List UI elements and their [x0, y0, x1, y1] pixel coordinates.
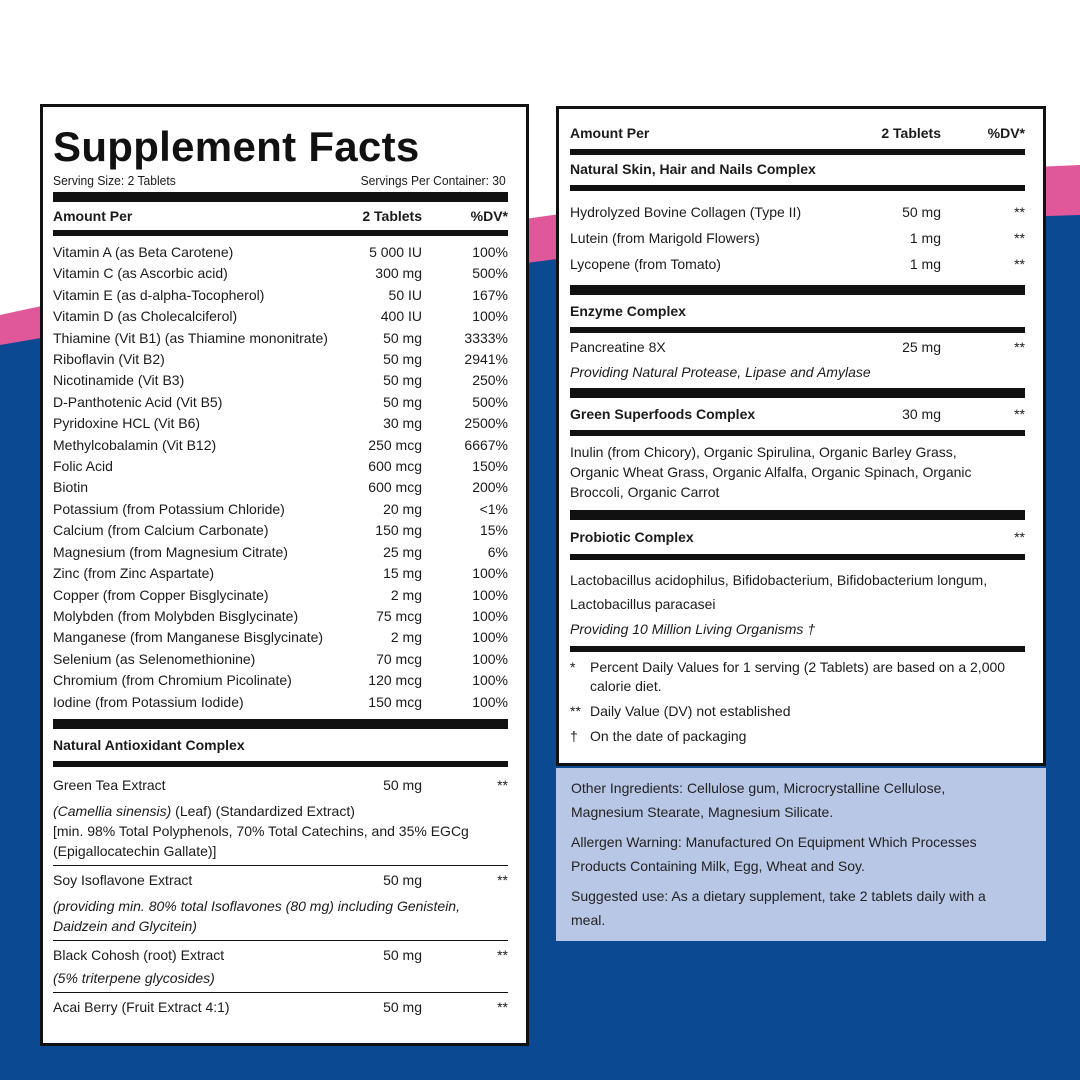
divider	[570, 185, 1025, 191]
table-row	[570, 225, 1025, 251]
skin-complex-list	[570, 199, 1025, 277]
footnote-text: Percent Daily Values for 1 serving (2 Tablets) are based on a 2,000 calorie diet.	[590, 659, 1006, 695]
green-superfoods-detail-2: Organic Wheat Grass, Organic Alfalfa, Organic Spinach, Organic	[570, 464, 972, 481]
divider	[53, 230, 508, 236]
footnote-symbol: **	[570, 703, 581, 720]
cell-dv: 100%	[472, 650, 508, 667]
cell-name: Vitamin A (as Beta Carotene)	[53, 244, 234, 260]
cell-dv: 100%	[472, 693, 508, 710]
footnote-symbol: †	[570, 728, 578, 745]
table-row	[570, 199, 1025, 225]
table-row	[53, 499, 508, 520]
table-row	[53, 563, 508, 584]
table-row	[53, 542, 508, 563]
cell-amount: 50 IU	[388, 286, 422, 303]
cell-amount: 50 mg	[383, 372, 422, 389]
header-tablets: 2 Tablets	[362, 208, 422, 224]
cell-name: Calcium (from Calcium Carbonate)	[53, 522, 269, 539]
footnote	[570, 702, 1025, 721]
green-tea-detail-2: [min. 98% Total Polyphenols, 70% Total Catechins, and 35% EGCg	[53, 823, 469, 840]
cell-amount: 250 mcg	[368, 436, 422, 453]
table-row	[53, 370, 508, 391]
cell-name: Vitamin E (as d-alpha-Tocopherol)	[53, 286, 265, 303]
table-row	[53, 392, 508, 413]
footnotes	[570, 658, 1025, 746]
table-row	[53, 456, 508, 477]
soy-detail-2: Daidzein and Glycitein)	[53, 917, 197, 934]
table-row	[53, 520, 508, 541]
cell-dv: 100%	[472, 629, 508, 646]
cell-dv: 3333%	[464, 329, 508, 346]
cell-dv: 100%	[472, 244, 508, 260]
cell-name: Biotin	[53, 479, 89, 496]
green-superfoods-detail-3: Broccoli, Organic Carrot	[570, 484, 720, 501]
serving-size: Serving Size: 2 Tablets	[53, 173, 176, 188]
cell-amount: 600 mcg	[368, 479, 422, 496]
cell-name: Manganese (from Manganese Bisglycinate)	[53, 629, 324, 646]
table-row	[53, 306, 508, 327]
cell-dv: 100%	[472, 672, 508, 689]
footnote	[570, 727, 1025, 746]
soy-row: Soy Isoflavone Extract 50 mg **	[53, 872, 508, 889]
cell-amount: 25 mg	[383, 543, 422, 560]
serving-info	[53, 173, 506, 188]
pancreatine-row: Pancreatine 8X 25 mg **	[570, 339, 1025, 355]
probiotic-detail-2: Lactobacillus paracasei	[570, 596, 716, 613]
divider	[53, 992, 508, 993]
cell-name: Methylcobalamin (Vit B12)	[53, 436, 217, 453]
cell-name: Nicotinamide (Vit B3)	[53, 372, 185, 389]
cell-dv: <1%	[479, 500, 508, 517]
cell-amount: 50 mg	[383, 351, 422, 368]
cell-amount: 50 mg	[383, 393, 422, 410]
divider	[53, 940, 508, 941]
cell-dv: 2941%	[464, 351, 508, 368]
cell-amount: 600 mcg	[368, 458, 422, 475]
footnote	[570, 658, 1025, 696]
cell-name: Molybden (from Molybden Bisglycinate)	[53, 607, 299, 624]
skin-complex-title: Natural Skin, Hair and Nails Complex	[570, 161, 816, 177]
cell-name: D-Panthotenic Acid (Vit B5)	[53, 393, 223, 410]
cell-name: Riboflavin (Vit B2)	[53, 351, 165, 368]
divider	[570, 430, 1025, 436]
other-ingredients: Other Ingredients: Cellulose gum, Microcrystalline Cellulose, Magnesium Stearate, Magnesium Silicate.	[571, 780, 946, 820]
footnote-text: On the date of packaging	[590, 728, 747, 745]
antioxidant-complex-title: Natural Antioxidant Complex	[53, 736, 245, 753]
cell-dv: 100%	[472, 607, 508, 624]
cell-name: Folic Acid	[53, 458, 113, 475]
cell-amount: 150 mcg	[368, 693, 422, 710]
header-dv: %DV*	[470, 208, 508, 224]
table-row	[53, 242, 508, 263]
green-tea-detail-1: (Camellia sinensis) (Leaf) (Standardized Extract)	[53, 803, 355, 820]
nutrient-list	[53, 242, 508, 713]
cell-name: Iodine (from Potassium Iodide)	[53, 693, 244, 710]
green-tea-row: Green Tea Extract 50 mg **	[53, 776, 508, 793]
cell-amount: 30 mg	[383, 415, 422, 432]
cell-amount: 120 mcg	[368, 672, 422, 689]
cell-name: Chromium (from Chromium Picolinate)	[53, 672, 292, 689]
divider	[570, 554, 1025, 560]
table-row	[53, 477, 508, 498]
cell-name: Pyridoxine HCL (Vit B6)	[53, 415, 201, 432]
cell-dv: 100%	[472, 586, 508, 603]
probiotic-complex-row: Probiotic Complex **	[570, 529, 1025, 546]
footnote-symbol: *	[570, 659, 576, 676]
divider	[570, 149, 1025, 155]
cell-dv: 150%	[472, 458, 508, 475]
black-cohosh-detail: (5% triterpene glycosides)	[53, 970, 215, 987]
divider	[570, 327, 1025, 333]
cell-name: Vitamin D (as Cholecalciferol)	[53, 308, 238, 325]
cell-amount: 2 mg	[390, 586, 422, 603]
cell-dv: 6667%	[464, 436, 508, 453]
divider	[53, 192, 508, 202]
green-tea-detail-3: (Epigallocatechin Gallate)]	[53, 843, 217, 860]
cell-amount: 1 mg	[909, 256, 941, 272]
cell-dv: 500%	[472, 265, 508, 282]
ingredients-info-panel	[556, 768, 1046, 941]
probiotic-detail-1: Lactobacillus acidophilus, Bifidobacterium, Bifidobacterium longum,	[570, 572, 988, 589]
divider	[570, 646, 1025, 652]
cell-amount: 1 mg	[909, 230, 941, 246]
table-row	[53, 435, 508, 456]
cell-name: Potassium (from Potassium Chloride)	[53, 500, 285, 517]
cell-name: Selenium (as Selenomethionine)	[53, 650, 256, 667]
table-row	[53, 328, 508, 349]
cell-name: Zinc (from Zinc Aspartate)	[53, 565, 215, 582]
green-superfoods-detail-1: Inulin (from Chicory), Organic Spirulina, Organic Barley Grass,	[570, 444, 957, 461]
cell-name: Magnesium (from Magnesium Citrate)	[53, 543, 288, 560]
cell-amount: 15 mg	[383, 565, 422, 582]
cell-name: Hydrolyzed Bovine Collagen (Type II)	[570, 204, 802, 220]
table-row	[53, 670, 508, 691]
allergen-warning: Allergen Warning: Manufactured On Equipment Which Processes Products Containing Milk, Egg, Wheat and Soy.	[571, 834, 977, 874]
table-header: Amount Per 2 Tablets %DV*	[570, 125, 1025, 141]
black-cohosh-row: Black Cohosh (root) Extract 50 mg **	[53, 946, 508, 963]
table-row	[53, 692, 508, 713]
enzyme-complex-title: Enzyme Complex	[570, 303, 686, 319]
divider	[570, 285, 1025, 295]
cell-name: Vitamin C (as Ascorbic acid)	[53, 265, 228, 282]
cell-dv: **	[1014, 256, 1025, 272]
supplement-facts-title: Supplement Facts	[53, 123, 420, 170]
green-superfoods-row: Green Superfoods Complex 30 mg **	[570, 406, 1025, 423]
cell-amount: 2 mg	[390, 629, 422, 646]
table-row	[53, 413, 508, 434]
table-row	[570, 251, 1025, 277]
divider	[53, 865, 508, 866]
probiotic-note: Providing 10 Million Living Organisms †	[570, 621, 816, 638]
cell-amount: 300 mg	[375, 265, 422, 282]
cell-dv: 500%	[472, 393, 508, 410]
cell-amount: 5 000 IU	[369, 244, 422, 260]
divider	[570, 388, 1025, 398]
table-row	[53, 649, 508, 670]
cell-amount: 150 mg	[375, 522, 422, 539]
cell-amount: 50 mg	[902, 204, 941, 220]
servings-per-container: Servings Per Container: 30	[360, 173, 506, 188]
cell-name: Thiamine (Vit B1) (as Thiamine mononitrate)	[53, 329, 328, 346]
divider	[53, 719, 508, 729]
divider	[570, 510, 1025, 520]
cell-name: Lutein (from Marigold Flowers)	[570, 230, 760, 246]
cell-amount: 75 mcg	[376, 607, 422, 624]
cell-amount: 20 mg	[383, 500, 422, 517]
cell-dv: 2500%	[464, 415, 508, 432]
table-row	[53, 585, 508, 606]
cell-dv: 200%	[472, 479, 508, 496]
cell-dv: **	[1014, 204, 1025, 220]
cell-dv: 100%	[472, 565, 508, 582]
cell-dv: 15%	[479, 522, 508, 539]
table-row	[53, 627, 508, 648]
cell-dv: **	[1014, 230, 1025, 246]
cell-name: Copper (from Copper Bisglycinate)	[53, 586, 269, 603]
table-row	[53, 263, 508, 284]
cell-dv: 6%	[487, 543, 508, 560]
supplement-facts-panel	[40, 104, 529, 1046]
cell-amount: 70 mcg	[376, 650, 422, 667]
cell-amount: 50 mg	[383, 329, 422, 346]
table-header	[53, 206, 508, 226]
table-row	[53, 606, 508, 627]
acai-row: Acai Berry (Fruit Extract 4:1) 50 mg **	[53, 999, 508, 1016]
cell-dv: 100%	[472, 308, 508, 325]
enzyme-note: Providing Natural Protease, Lipase and Amylase	[570, 364, 871, 381]
soy-detail-1: (providing min. 80% total Isoflavones (80 mg) including Genistein,	[53, 897, 460, 914]
supplement-facts-panel-continued	[556, 106, 1046, 766]
cell-dv: 167%	[472, 286, 508, 303]
cell-amount: 400 IU	[380, 308, 422, 325]
cell-name: Lycopene (from Tomato)	[570, 256, 721, 272]
table-row	[53, 349, 508, 370]
header-amount-per: Amount Per	[53, 208, 133, 224]
cell-dv: 250%	[472, 372, 508, 389]
footnote-text: Daily Value (DV) not established	[590, 703, 791, 720]
suggested-use: Suggested use: As a dietary supplement, take 2 tablets daily with a meal.	[571, 888, 986, 928]
divider	[53, 761, 508, 767]
table-row	[53, 285, 508, 306]
